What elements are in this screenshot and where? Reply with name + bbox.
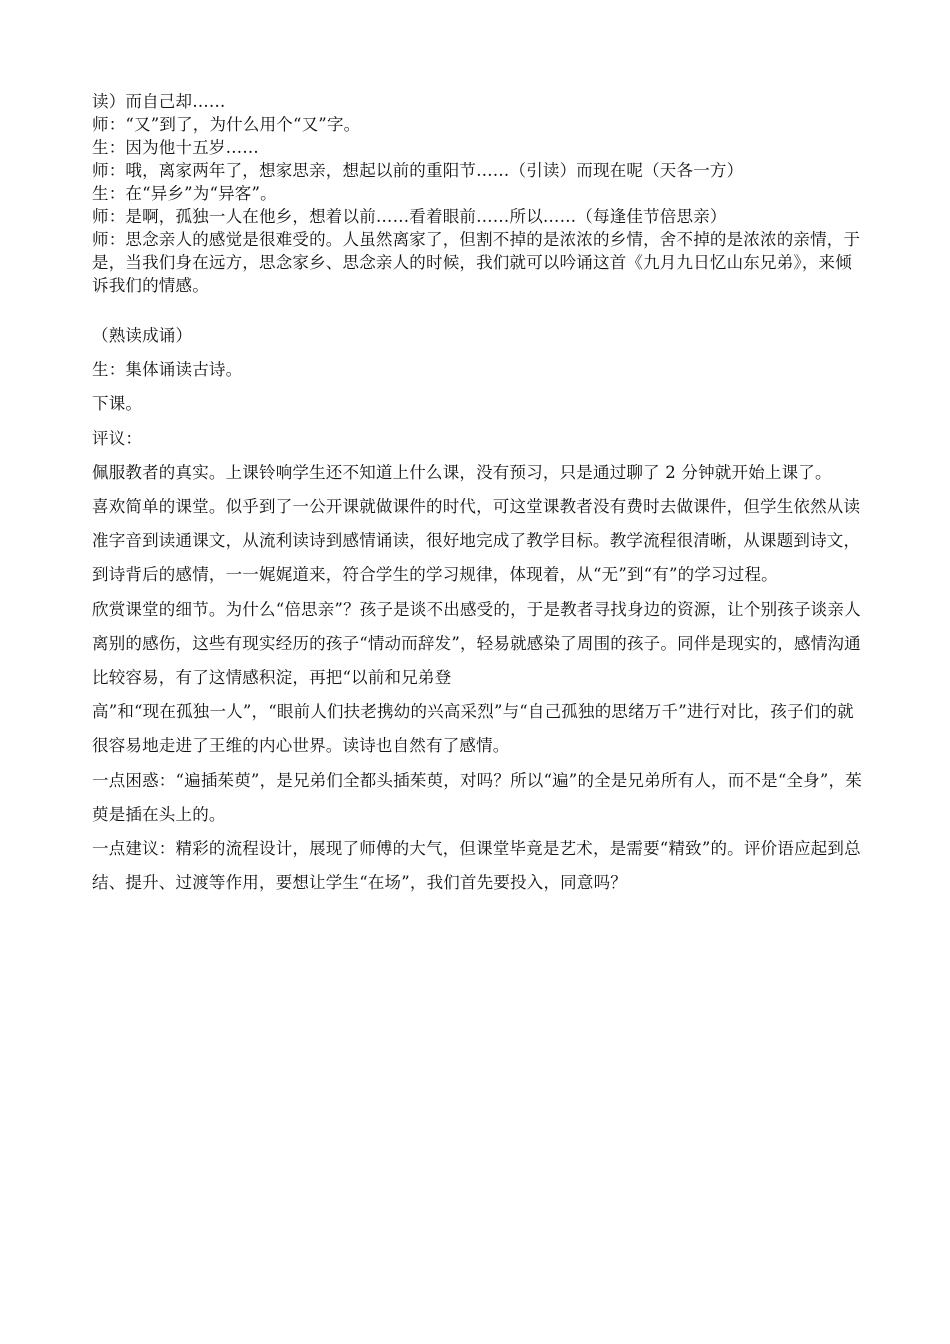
review-block xyxy=(92,319,862,900)
dialogue-line: 生：在“异乡”为“异客”。 xyxy=(92,184,277,203)
text-line: 下课。 xyxy=(92,394,143,414)
document-page xyxy=(92,90,862,900)
review-paragraph: 一点建议：精彩的流程设计，展现了师傅的大气，但课堂毕竟是艺术，是需要“精致”的。评价语应起到总结、提升、过渡等作用，要想让学生“在场”，我们首先要投入，同意吗？ xyxy=(92,839,861,893)
dialogue-paragraph: 师：思念亲人的感觉是很难受的。人虽然离家了，但割不掉的是浓浓的乡情，舍不掉的是浓浓的亲情，于是，当我们身在远方，思念家乡、思念亲人的时候，我们就可以吟诵这首《九月九日忆山东兄弟》，来倾诉我们的情感。 xyxy=(92,230,861,295)
dialogue-line: 师：是啊，孤独一人在他乡，想着以前……看着眼前……所以……（每逢佳节倍思亲） xyxy=(92,207,727,226)
dialogue-block xyxy=(92,90,862,297)
section-heading: （熟读成诵） xyxy=(92,326,193,345)
dialogue-line: 读）而自己却…… xyxy=(92,92,226,111)
review-paragraph: 高”和“现在孤独一人”，“眼前人们扶老携幼的兴高采烈”与“自己孤独的思绪万千”进行对比，孩子们的就很容易地走进了王维的内心世界。读诗也自然有了感情。 xyxy=(92,702,854,756)
text-line: 生：集体诵读古诗。 xyxy=(92,360,243,380)
review-paragraph: 欣赏课堂的细节。为什么“倍思亲”？孩子是谈不出感受的，于是教者寻找身边的资源，让个别孩子谈亲人离别的感伤，这些有现实经历的孩子“情动而辞发”，轻易就感染了周围的孩子。同伴是现实的，感情沟通比较容易，有了这情感积淀，再把“以前和兄弟登 xyxy=(92,599,861,688)
review-paragraph: 一点困惑：“遍插茱萸”，是兄弟们全都头插茱萸，对吗？所以“遍”的全是兄弟所有人，而不是“全身”，茱萸是插在头上的。 xyxy=(92,770,862,824)
dialogue-line: 生：因为他十五岁…… xyxy=(92,138,259,157)
review-label: 评议： xyxy=(92,428,143,448)
dialogue-line: 师：哦，离家两年了，想家思亲，想起以前的重阳节……（引读）而现在呢（天各一方） xyxy=(92,161,744,180)
review-paragraph: 喜欢简单的课堂。似乎到了一公开课就做课件的时代，可这堂课教者没有费时去做课件，但学生依然从读准字音到读通课文，从流利读诗到感情诵读，很好地完成了教学目标。教学流程很清晰，从课题到诗文，到诗背后的感情，一一娓娓道来，符合学生的学习规律，体现着，从“无”到“有”的学习过程。 xyxy=(92,497,861,585)
review-paragraph: 佩服教者的真实。上课铃响学生还不知道上什么课，没有预习，只是通过聊了 2 分钟就开始上课了。 xyxy=(92,462,832,482)
blank-line xyxy=(92,297,862,319)
dialogue-line: 师：“又”到了，为什么用个“又”字。 xyxy=(92,115,361,134)
